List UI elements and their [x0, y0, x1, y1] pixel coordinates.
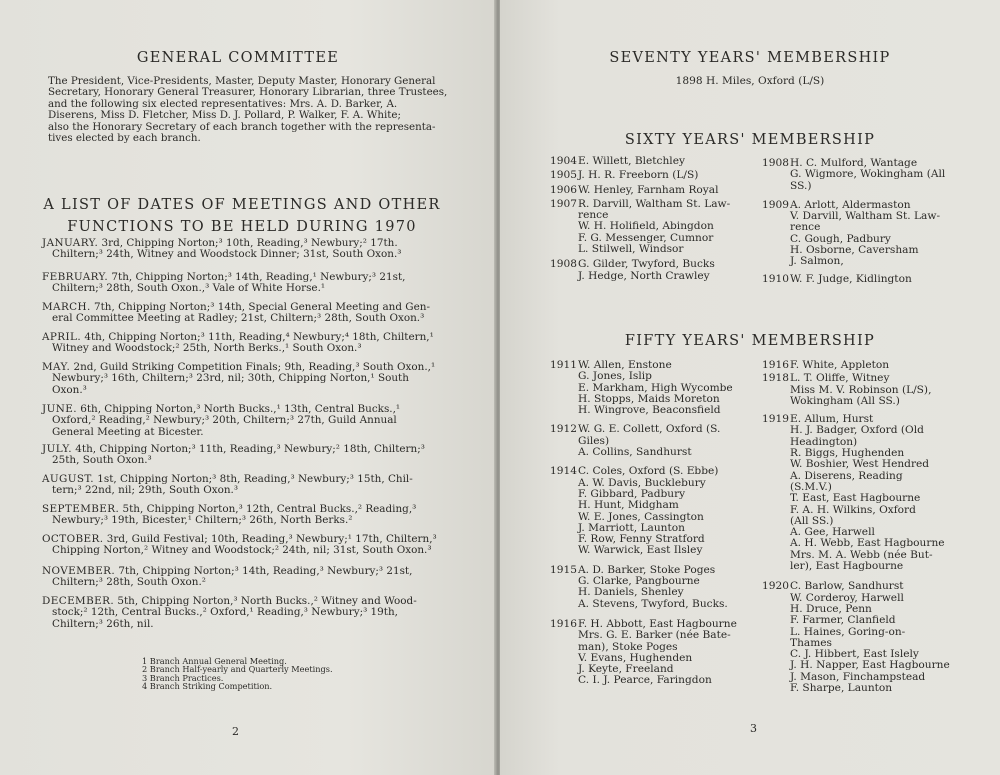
- member-line: H. Wingrove, Beaconsfield: [578, 404, 721, 417]
- member-line: H. Stopps, Maids Moreton: [578, 392, 720, 405]
- member-line: H. Osborne, Caversham: [790, 244, 919, 257]
- member-line: A. Stevens, Twyford, Bucks.: [578, 597, 728, 610]
- month-name: SEPTEMBER.: [42, 503, 120, 515]
- month-line: Newbury;³ 16th, Chiltern;³ 23rd, nil; 30th, Chipping Norton,¹ South: [52, 372, 409, 385]
- month-text: 1st, Chipping Norton;³ 8th, Reading,³ Newbury;³ 15th, Chil-: [93, 473, 413, 485]
- member-year: 1916: [550, 617, 577, 630]
- member-line: F. Gibbard, Padbury: [578, 487, 686, 500]
- month-entry: [42, 302, 442, 325]
- footnote: 1 Branch Annual General Meeting.: [142, 656, 287, 666]
- member-line: G. Jones, Islip: [578, 370, 652, 383]
- month-text: 5th, Chipping Norton,³ 12th, Central Bucks.,² Reading,³: [119, 503, 417, 515]
- month-text: 5th, Chipping Norton,³ North Bucks.,² Witney and Wood-: [114, 595, 417, 607]
- month-line: 25th, South Oxon.³: [52, 454, 152, 467]
- member-name: A. Arlott, Aldermaston: [790, 198, 911, 211]
- member-name: E. Willett, Bletchley: [578, 155, 685, 167]
- membership-entry: [550, 424, 762, 458]
- member-year: 1920: [762, 580, 789, 593]
- month-name: JANUARY.: [42, 237, 99, 249]
- member-line: [550, 466, 762, 477]
- member-line: [550, 156, 760, 167]
- member-line: (All SS.): [790, 514, 834, 527]
- member-line: A. H. Webb, East Hagbourne: [790, 537, 945, 550]
- month-line: Chiltern;³ 28th, South Oxon.,³ Vale of White Horse.¹: [52, 282, 326, 295]
- member-line: Mrs. G. E. Barker (née Bate-: [578, 629, 731, 642]
- month-name: NOVEMBER.: [42, 565, 116, 577]
- member-line: Mrs. M. A. Webb (née But-: [790, 548, 933, 561]
- member-name: F. H. Abbott, East Hagbourne: [578, 617, 737, 630]
- month-name: OCTOBER.: [42, 533, 104, 545]
- member-year: 1907: [550, 197, 577, 210]
- dates-heading-line: A LIST OF DATES OF MEETINGS AND OTHER: [43, 197, 441, 213]
- member-line: [550, 185, 760, 196]
- member-name: G. Gilder, Twyford, Bucks: [578, 258, 715, 271]
- month-entry: [42, 596, 442, 630]
- committee-line: also the Honorary Secretary of each branch together with the representa-: [48, 120, 436, 133]
- month-line: eral Committee Meeting at Radley; 21st, Chiltern;³ 28th, South Oxon.³: [52, 312, 425, 325]
- member-line: H. Druce, Penn: [790, 602, 872, 615]
- month-line: Oxford,² Reading,² Newbury;³ 20th, Chiltern;³ 27th, Guild Annual: [52, 414, 397, 427]
- member-line: A. Gee, Harwell: [790, 526, 875, 539]
- month-entry: [42, 504, 442, 527]
- member-name: H. C. Mulford, Wantage: [790, 157, 918, 169]
- committee-line: Secretary, Honorary General Treasurer, Honorary Librarian, three Trustees,: [48, 86, 448, 99]
- seventy-heading: SEVENTY YEARS' MEMBERSHIP: [609, 50, 891, 66]
- month-entry: [42, 362, 442, 396]
- member-line: Giles): [578, 434, 610, 447]
- member-name: W. F. Judge, Kidlington: [790, 272, 912, 285]
- member-line: A. Collins, Sandhurst: [578, 446, 692, 459]
- member-line: J. Keyte, Freeland: [578, 663, 674, 676]
- member-line: C. J. Hibbert, East Islely: [790, 648, 919, 661]
- dates-heading-line: FUNCTIONS TO BE HELD DURING 1970: [67, 219, 417, 235]
- member-name: J. H. R. Freeborn (L/S): [578, 169, 699, 182]
- committee-text: [48, 76, 448, 144]
- member-year: 1910: [762, 272, 789, 285]
- sixty-right-column: [762, 158, 972, 285]
- member-year: 1906: [550, 183, 577, 196]
- member-line: H. Daniels, Shenley: [578, 586, 684, 599]
- membership-entry: [550, 259, 760, 282]
- member-name: A. D. Barker, Stoke Poges: [578, 563, 716, 576]
- member-line: F. G. Messenger, Cumnor: [578, 231, 714, 244]
- committee-line: The President, Vice-Presidents, Master, Deputy Master, Honorary General: [48, 75, 436, 87]
- month-name: FEBRUARY.: [42, 271, 109, 283]
- member-line: [762, 373, 974, 384]
- month-entry: [42, 404, 442, 438]
- seventy-entry: 1898 H. Miles, Oxford (L/S): [675, 75, 825, 87]
- member-line: Thames: [790, 636, 832, 649]
- member-year: 1911: [550, 359, 577, 371]
- member-year: 1909: [762, 198, 789, 211]
- member-line: L. Haines, Goring-on-: [790, 625, 906, 638]
- member-line: Wokingham (All SS.): [790, 394, 900, 407]
- month-text: 4th, Chipping Norton;³ 11th, Reading,⁴ Newbury;⁴ 18th, Chiltern,¹: [81, 331, 434, 343]
- month-entry: [42, 534, 442, 557]
- membership-entry: [762, 373, 974, 407]
- member-year: 1904: [550, 155, 577, 167]
- month-name: AUGUST.: [42, 473, 94, 485]
- member-line: rence: [790, 221, 821, 234]
- footnote: 4 Branch Striking Competition.: [142, 681, 273, 692]
- member-line: ler), East Hagbourne: [790, 560, 904, 573]
- member-year: 1915: [550, 563, 577, 576]
- membership-entry: [762, 360, 974, 371]
- member-line: V. Darvill, Waltham St. Law-: [790, 210, 941, 223]
- membership-entry: [550, 170, 760, 181]
- committee-line: and the following six elected representatives: Mrs. A. D. Barker, A.: [48, 97, 398, 110]
- member-year: 1916: [762, 359, 789, 371]
- member-line: [762, 581, 974, 592]
- member-line: W. H. Holifield, Abingdon: [578, 220, 714, 233]
- member-line: (S.M.V.): [790, 480, 832, 493]
- membership-entry: [550, 199, 760, 255]
- member-name: L. T. Oliffe, Witney: [790, 372, 890, 385]
- sixty-heading: SIXTY YEARS' MEMBERSHIP: [624, 132, 876, 148]
- member-line: Miss M. V. Robinson (L/S),: [790, 383, 932, 396]
- month-line: Chiltern;³ 24th, Witney and Woodstock Dinner; 31st, South Oxon.³: [52, 248, 402, 261]
- member-line: F. Sharpe, Launton: [790, 682, 893, 695]
- month-text: 3rd, Guild Festival; 10th, Reading,³ Newbury;¹ 17th, Chiltern,³: [103, 533, 437, 545]
- member-year: 1908: [550, 258, 577, 271]
- member-name: C. Coles, Oxford (S. Ebbe): [578, 465, 719, 478]
- member-line: V. Evans, Hughenden: [578, 651, 693, 664]
- month-text: 7th, Chipping Norton;³ 14th, Reading,¹ Newbury;³ 21st,: [108, 271, 406, 283]
- month-line: Chiltern;³ 28th, South Oxon.²: [52, 576, 206, 589]
- member-line: Headington): [790, 435, 858, 448]
- member-name: F. White, Appleton: [790, 359, 890, 371]
- month-line: General Meeting at Bicester.: [52, 425, 204, 438]
- month-text: 7th, Chipping Norton;³ 14th, Reading,³ Newbury;³ 21st,: [115, 565, 413, 577]
- member-line: J. Mason, Finchampstead: [790, 670, 926, 683]
- month-text: 3rd, Chipping Norton;³ 10th, Reading,³ Newbury;² 17th.: [98, 237, 398, 249]
- member-line: man), Stoke Poges: [578, 640, 678, 653]
- member-line: J. Salmon,: [790, 255, 844, 268]
- month-entry: [42, 332, 442, 355]
- month-line: tern;³ 22nd, nil; 29th, South Oxon.³: [52, 484, 238, 497]
- member-name: C. Barlow, Sandhurst: [790, 580, 904, 593]
- month-text: 7th, Chipping Norton;³ 14th, Special General Meeting and Gen-: [90, 301, 430, 313]
- month-line: Oxon.³: [52, 383, 87, 396]
- member-year: 1908: [762, 157, 789, 169]
- page-number-right: 3: [750, 722, 757, 735]
- member-year: 1912: [550, 423, 577, 436]
- month-line: Chiltern;³ 26th, nil.: [52, 617, 154, 630]
- member-line: T. East, East Hagbourne: [790, 492, 921, 505]
- member-name: W. G. E. Collett, Oxford (S.: [578, 423, 721, 436]
- membership-entry: [762, 200, 972, 268]
- month-name: APRIL.: [42, 331, 82, 343]
- member-line: J. Marriott, Launton: [578, 521, 685, 534]
- fifty-left-column: [550, 360, 762, 687]
- member-line: G. Clarke, Pangbourne: [578, 575, 700, 588]
- member-line: W. Corderoy, Harwell: [790, 591, 904, 604]
- month-text: 4th, Chipping Norton;³ 11th, Reading,³ Newbury;² 18th, Chiltern;³: [71, 443, 425, 455]
- fifty-heading: FIFTY YEARS' MEMBERSHIP: [624, 333, 876, 349]
- month-entry: [42, 566, 442, 589]
- month-name: JUNE.: [42, 403, 77, 415]
- member-line: H. Hunt, Midgham: [578, 499, 679, 512]
- month-name: DECEMBER.: [42, 595, 115, 607]
- member-name: R. Darvill, Waltham St. Law-: [578, 197, 731, 210]
- fifty-right-column: [762, 360, 974, 694]
- membership-entry: [550, 185, 760, 196]
- right-page: [500, 0, 1000, 775]
- member-name: W. Allen, Enstone: [578, 359, 672, 371]
- sixty-left-column: [550, 156, 760, 282]
- member-year: 1905: [550, 169, 577, 182]
- member-line: A. W. Davis, Bucklebury: [578, 476, 706, 489]
- month-entry: [42, 444, 442, 467]
- membership-entry: [762, 414, 974, 572]
- member-line: J. H. Napper, East Hagbourne: [790, 659, 950, 672]
- member-line: G. Wigmore, Wokingham (All: [790, 168, 946, 181]
- footnote: 3 Branch Practices.: [142, 672, 224, 683]
- footnotes: [142, 657, 333, 691]
- month-line: Newbury;³ 19th, Bicester,¹ Chiltern;³ 26th, North Berks.²: [52, 514, 353, 527]
- member-year: 1919: [762, 413, 789, 426]
- member-line: C. Gough, Padbury: [790, 232, 891, 245]
- member-line: A. Diserens, Reading: [790, 469, 903, 482]
- member-line: [550, 259, 760, 270]
- month-text: 6th, Chipping Norton,³ North Bucks.,¹ 13th, Central Bucks.,¹: [76, 403, 401, 415]
- member-line: L. Stilwell, Windsor: [578, 243, 684, 256]
- membership-entry: [550, 565, 762, 610]
- membership-entry: [762, 581, 974, 694]
- committee-heading: GENERAL COMMITTEE: [136, 50, 340, 66]
- member-line: [762, 360, 974, 371]
- member-line: F. Row, Fenny Stratford: [578, 533, 705, 546]
- membership-entry: [762, 158, 972, 192]
- member-line: [762, 274, 972, 285]
- month-name: JULY.: [42, 443, 72, 455]
- membership-entry: [550, 466, 762, 556]
- member-name: E. Allum, Hurst: [790, 413, 874, 426]
- member-line: SS.): [790, 179, 812, 192]
- footnote: 2 Branch Half-yearly and Quarterly Meetings.: [142, 664, 333, 675]
- member-name: W. Henley, Farnham Royal: [578, 183, 719, 196]
- member-line: C. I. J. Pearce, Faringdon: [578, 674, 712, 687]
- page-number-left: 2: [232, 725, 239, 738]
- member-line: rence: [578, 209, 609, 222]
- month-text: 2nd, Guild Striking Competition Finals; 9th, Reading,³ South Oxon.,¹: [70, 361, 436, 373]
- month-entry: [42, 474, 442, 497]
- member-line: J. Hedge, North Crawley: [578, 269, 710, 282]
- month-line: stock;² 12th, Central Bucks.,² Oxford,¹ Reading,³ Newbury;³ 19th,: [52, 606, 398, 619]
- membership-entry: [550, 156, 760, 167]
- committee-line: tives elected by each branch.: [48, 132, 201, 145]
- month-entry: [42, 272, 442, 295]
- member-line: W. Warwick, East Ilsley: [578, 544, 703, 557]
- member-line: F. A. H. Wilkins, Oxford: [790, 503, 916, 516]
- month-line: Chipping Norton,² Witney and Woodstock;² 24th, nil; 31st, South Oxon.³: [52, 544, 432, 557]
- member-line: [550, 170, 760, 181]
- committee-line: Diserens, Miss D. Fletcher, Miss D. J. Pollard, P. Walker, F. A. White;: [48, 109, 401, 122]
- left-page: [0, 0, 496, 775]
- member-line: W. E. Jones, Cassington: [578, 510, 704, 523]
- month-name: MAY.: [42, 361, 71, 373]
- member-line: E. Markham, High Wycombe: [578, 381, 733, 394]
- month-line: Witney and Woodstock;² 25th, North Berks.,¹ South Oxon.³: [52, 342, 362, 355]
- member-line: H. J. Badger, Oxford (Old: [790, 424, 924, 437]
- dates-heading: [0, 194, 484, 238]
- membership-entry: [550, 619, 762, 687]
- member-line: F. Farmer, Clanfield: [790, 614, 896, 627]
- membership-entry: [762, 274, 972, 285]
- member-line: R. Biggs, Hughenden: [790, 447, 905, 460]
- month-entry: [42, 238, 442, 261]
- month-name: MARCH.: [42, 301, 91, 313]
- membership-entry: [550, 360, 762, 416]
- member-year: 1918: [762, 372, 789, 385]
- member-line: W. Boshier, West Hendred: [790, 458, 930, 471]
- member-year: 1914: [550, 465, 577, 478]
